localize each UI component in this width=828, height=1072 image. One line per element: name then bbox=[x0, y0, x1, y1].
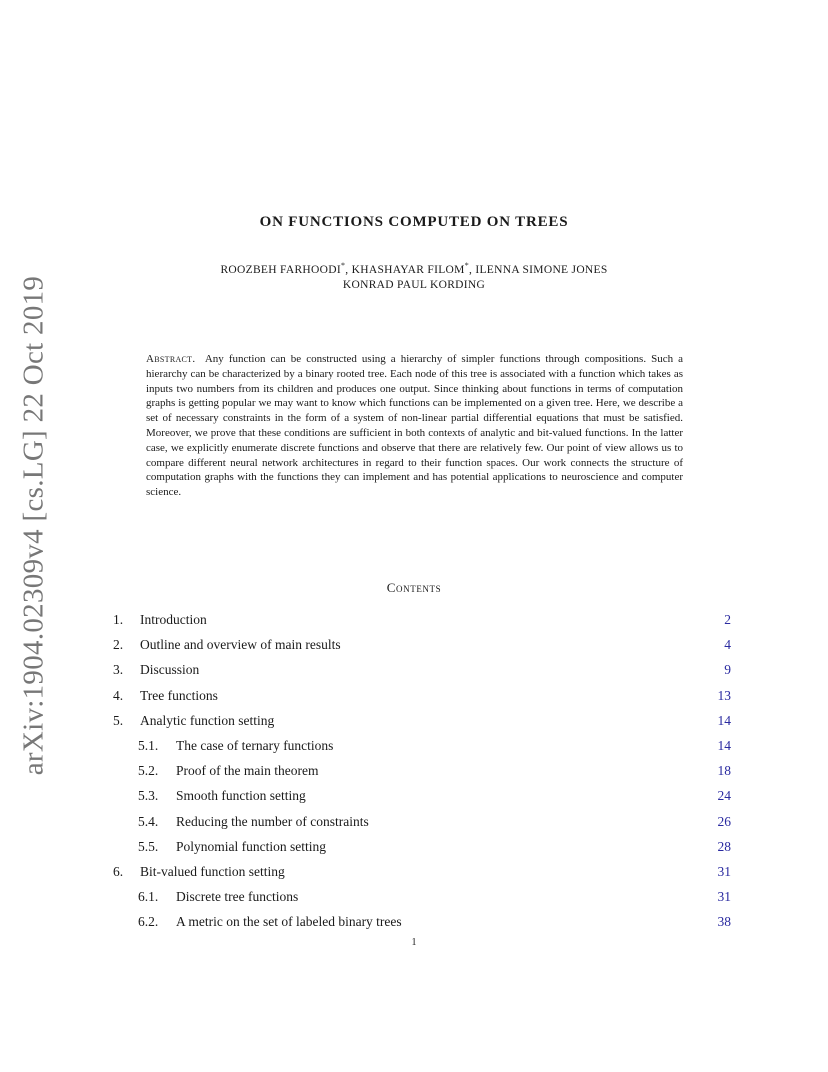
toc-section-title: Analytic function setting bbox=[140, 712, 275, 728]
toc-entry[interactable] bbox=[0, 637, 828, 662]
author-filom: , KHASHAYAR FILOM bbox=[345, 263, 465, 276]
toc-subsection-number: 5.5. bbox=[138, 838, 159, 854]
arxiv-id: arXiv:1904.02309v4 [cs.LG] 22 Oct 2019 bbox=[17, 275, 50, 775]
author-jones: , ILENNA SIMONE JONES bbox=[469, 263, 608, 276]
toc-entry[interactable] bbox=[0, 662, 828, 687]
toc-section-number: 3. bbox=[113, 662, 124, 678]
toc-subsection-title: Polynomial function setting bbox=[176, 838, 326, 854]
toc-section-title: Introduction bbox=[140, 612, 207, 627]
toc-page-link[interactable]: 2 bbox=[724, 612, 731, 627]
toc-subsection-title: Reducing the number of constraints bbox=[176, 813, 369, 829]
toc-section-number: 5. bbox=[113, 712, 124, 728]
toc-page-link[interactable]: 28 bbox=[717, 838, 731, 854]
toc-page-link[interactable]: 18 bbox=[717, 763, 731, 779]
toc-subsection-title: The case of ternary functions bbox=[176, 737, 334, 753]
toc-subentry[interactable] bbox=[0, 889, 828, 914]
toc-subsection-title: Discrete tree functions bbox=[176, 889, 299, 905]
toc-page-link[interactable]: 31 bbox=[717, 863, 731, 879]
toc-subentry[interactable] bbox=[0, 914, 828, 939]
toc-page-link[interactable]: 4 bbox=[724, 637, 731, 653]
toc-subentry[interactable] bbox=[0, 738, 828, 763]
toc-page-link[interactable]: 38 bbox=[717, 914, 731, 930]
toc-section-number: 4. bbox=[113, 687, 124, 703]
toc-entry[interactable] bbox=[0, 688, 828, 713]
toc-entry[interactable] bbox=[0, 612, 828, 637]
toc-section-number: 1. bbox=[113, 612, 124, 627]
toc-section-title: Tree functions bbox=[140, 687, 218, 703]
toc-subsection-number: 5.4. bbox=[138, 813, 159, 829]
table-of-contents bbox=[0, 612, 828, 939]
abstract-text: Any function can be constructed using a hierarchy of simpler functions through compositions. Such a hierarchy can be characterized by a binary rooted tree. Each node of this tree is associated with a function which takes as inputs two numbers from its children and produces one output. Since thinking about functions in terms of computation graphs is getting popular we may want to know which functions can be implemented on a given tree. Here, we describe a set of necessary constraints in the form of a system of non-linear partial differential equations that must be satisfied. Moreover, we prove that these conditions are sufficient in both contexts of analytic and bit-valued functions. In the latter case, we explicitly enumerate discrete functions and observe that there are relatively few. Our point of view allows us to compare different neural network architectures in regard to their function spaces. Our work connects the structure of computation graphs with the functions they can implement and has potential applications to neuroscience and computer science. bbox=[146, 353, 683, 499]
toc-entry[interactable] bbox=[0, 713, 828, 738]
toc-subentry[interactable] bbox=[0, 788, 828, 813]
author-line-2: KONRAD PAUL KORDING bbox=[342, 278, 486, 291]
author-line-1 bbox=[0, 258, 828, 278]
contents-heading: Contents bbox=[386, 580, 442, 595]
toc-subsection-title: A metric on the set of labeled binary trees bbox=[176, 914, 402, 930]
toc-subentry[interactable] bbox=[0, 763, 828, 788]
toc-section-number: 6. bbox=[113, 863, 124, 879]
toc-page-link[interactable]: 24 bbox=[717, 788, 731, 804]
toc-entry[interactable] bbox=[0, 864, 828, 889]
equal-contribution-mark: * bbox=[464, 261, 469, 270]
toc-subentry[interactable] bbox=[0, 839, 828, 864]
toc-subsection-number: 5.2. bbox=[138, 763, 159, 779]
toc-page-link[interactable]: 13 bbox=[717, 687, 731, 703]
toc-page-link[interactable]: 9 bbox=[724, 662, 731, 678]
author-farhoodi: ROOZBEH FARHOODI bbox=[220, 263, 341, 276]
toc-subsection-title: Proof of the main theorem bbox=[176, 763, 319, 779]
toc-section-number: 2. bbox=[113, 637, 124, 653]
toc-page-link[interactable]: 14 bbox=[717, 712, 731, 728]
toc-subsection-number: 6.2. bbox=[138, 914, 159, 930]
toc-section-title: Outline and overview of main results bbox=[140, 637, 341, 653]
toc-page-link[interactable]: 31 bbox=[717, 889, 731, 905]
page-number: 1 bbox=[411, 937, 417, 948]
toc-page-link[interactable]: 26 bbox=[717, 813, 731, 829]
toc-section-title: Discussion bbox=[140, 662, 200, 678]
abstract-heading: Abstract. bbox=[146, 353, 196, 365]
toc-page-link[interactable]: 14 bbox=[717, 737, 731, 753]
abstract bbox=[146, 352, 683, 500]
toc-subsection-title: Smooth function setting bbox=[176, 788, 306, 804]
toc-subentry[interactable] bbox=[0, 814, 828, 839]
author-list bbox=[0, 258, 828, 293]
toc-subsection-number: 5.3. bbox=[138, 788, 159, 804]
equal-contribution-mark: * bbox=[340, 261, 346, 270]
paper-title: ON FUNCTIONS COMPUTED ON TREES bbox=[259, 214, 569, 230]
toc-subsection-number: 6.1. bbox=[138, 889, 159, 905]
toc-subsection-number: 5.1. bbox=[138, 737, 159, 753]
toc-section-title: Bit-valued function setting bbox=[140, 863, 285, 879]
